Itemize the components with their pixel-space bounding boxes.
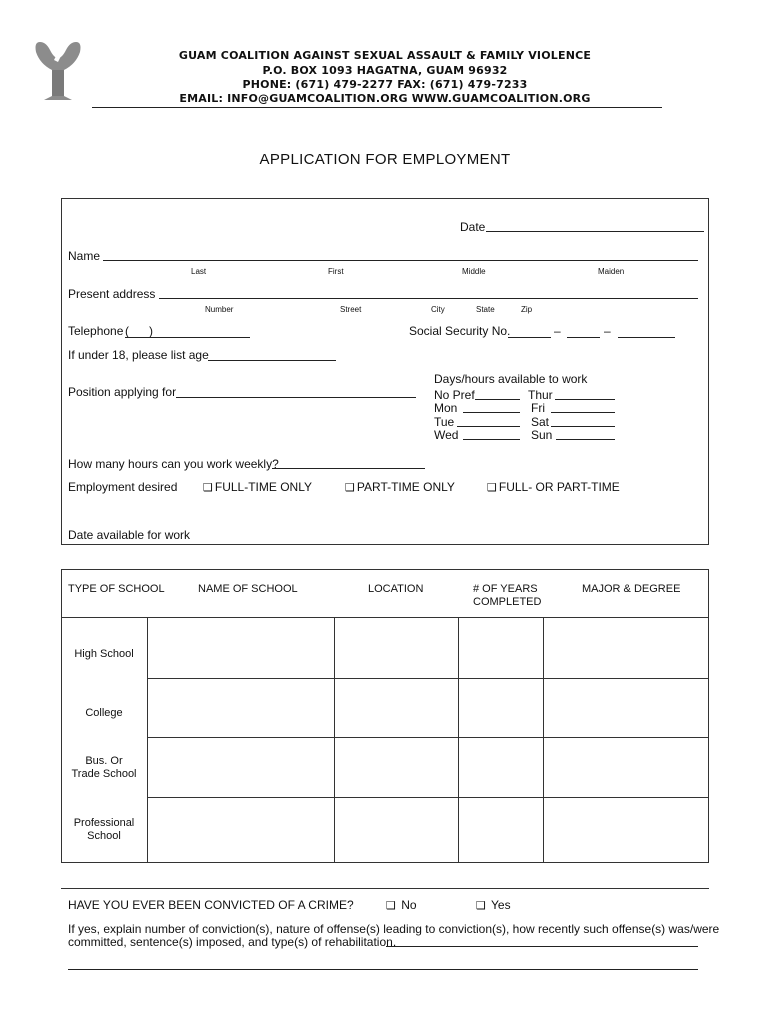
day-label-sat: Sat (531, 415, 550, 429)
address-sub-state: State (476, 305, 495, 314)
ssn-field-2[interactable] (567, 337, 600, 338)
checkbox-icon[interactable]: ❑ (345, 481, 355, 494)
crime-option-no[interactable] (386, 898, 417, 912)
col-header-major: MAJOR & DEGREE (582, 583, 681, 595)
position-label: Position applying for (68, 385, 177, 399)
row-label-professional-line2: School (87, 830, 121, 842)
name-label: Name (68, 249, 101, 263)
row-label-college: College (85, 707, 123, 719)
education-table (61, 569, 709, 863)
crime-explain-field-2[interactable] (68, 969, 698, 970)
checkbox-icon[interactable]: ❑ (203, 481, 213, 494)
days-available-title: Days/hours available to work (434, 372, 588, 386)
crime-option-yes-label: Yes (491, 898, 511, 912)
option-part-time[interactable] (345, 480, 455, 494)
day-field-tue[interactable] (457, 426, 520, 427)
day-label-mon: Mon (434, 401, 458, 415)
day-field-wed[interactable] (463, 439, 520, 440)
under18-field[interactable] (208, 360, 336, 361)
crime-question: HAVE YOU EVER BEEN CONVICTED OF A CRIME? (68, 898, 354, 912)
ssn-field-1[interactable] (508, 337, 551, 338)
under18-label: If under 18, please list age (68, 348, 209, 362)
name-sub-middle: Middle (462, 267, 486, 276)
name-sub-maiden: Maiden (598, 267, 625, 276)
hours-weekly-label: How many hours can you work weekly? (68, 457, 279, 471)
employment-desired-label: Employment desired (68, 480, 178, 494)
day-field-nopref[interactable] (475, 399, 520, 400)
address-label: Present address (68, 287, 156, 301)
organization-logo (30, 38, 86, 102)
name-sub-last: Last (191, 267, 207, 276)
day-label-sun: Sun (531, 428, 553, 442)
address-field[interactable] (159, 298, 698, 299)
checkbox-icon[interactable]: ❑ (487, 481, 497, 494)
row-label-high-school: High School (74, 648, 134, 660)
date-field[interactable] (486, 231, 704, 232)
day-field-sat[interactable] (551, 426, 615, 427)
hours-weekly-field[interactable] (272, 468, 425, 469)
name-sub-first: First (328, 267, 344, 276)
col-header-type: TYPE OF SCHOOL (68, 583, 165, 595)
row-label-trade-line1: Bus. Or (85, 755, 123, 767)
day-label-nopref: No Pref (434, 388, 475, 402)
table-row-rule (148, 797, 709, 798)
address-sub-street: Street (340, 305, 362, 314)
crime-section-rule (61, 888, 709, 889)
table-header-rule (61, 617, 709, 618)
checkbox-icon[interactable]: ❑ (386, 899, 396, 912)
table-row-rule (148, 737, 709, 738)
option-full-or-part-time-label: FULL- OR PART-TIME (498, 480, 620, 494)
crime-explain-field[interactable] (386, 946, 698, 947)
position-field[interactable] (176, 397, 416, 398)
crime-option-yes[interactable] (476, 898, 511, 912)
ssn-label: Social Security No. (409, 324, 511, 338)
table-col-divider (543, 617, 544, 863)
address-sub-zip: Zip (521, 305, 533, 314)
crime-explain-line1: If yes, explain number of conviction(s), nature of offense(s) leading to conviction(s), how recently such offense(s) was/were (68, 922, 720, 936)
day-label-fri: Fri (531, 401, 545, 415)
row-label-professional-school (61, 817, 147, 843)
ssn-dash-1: – (554, 324, 561, 338)
option-part-time-label: PART-TIME ONLY (356, 480, 455, 494)
col-header-years-line1: # OF YEARS (473, 583, 538, 595)
ssn-field-3[interactable] (618, 337, 675, 338)
name-field[interactable] (103, 260, 698, 261)
date-available-label: Date available for work (68, 528, 191, 542)
ssn-dash-2: – (604, 324, 611, 338)
option-full-time-label: FULL-TIME ONLY (214, 480, 312, 494)
checkbox-icon[interactable]: ❑ (476, 899, 486, 912)
option-full-time[interactable] (203, 480, 312, 494)
day-label-thur: Thur (528, 388, 553, 402)
day-field-mon[interactable] (463, 412, 520, 413)
telephone-label: Telephone (68, 324, 124, 338)
row-label-trade-school (61, 755, 147, 781)
table-row-rule (148, 678, 709, 679)
day-field-thur[interactable] (555, 399, 615, 400)
table-col-divider (147, 617, 148, 863)
day-label-tue: Tue (434, 415, 455, 429)
org-contact: EMAIL: INFO@GUAMCOALITION.ORG WWW.GUAMCOALITION.ORG (179, 92, 591, 105)
date-label: Date (460, 220, 486, 234)
telephone-field[interactable] (125, 337, 250, 338)
col-header-name: NAME OF SCHOOL (198, 583, 298, 595)
address-sub-city: City (431, 305, 445, 314)
page-title: APPLICATION FOR EMPLOYMENT (259, 151, 511, 168)
col-header-years-line2: COMPLETED (473, 596, 542, 608)
day-field-fri[interactable] (551, 412, 615, 413)
day-field-sun[interactable] (556, 439, 615, 440)
header-rule (92, 107, 662, 108)
org-phone: PHONE: (671) 479-2277 FAX: (671) 479-7233 (242, 78, 528, 91)
telephone-area-code[interactable]: ( ) (125, 324, 153, 338)
table-col-divider (334, 617, 335, 863)
crime-explain-line2: committed, sentence(s) imposed, and type(s) of rehabilitation. (68, 935, 397, 949)
col-header-location: LOCATION (368, 583, 424, 595)
option-full-or-part-time[interactable] (487, 480, 620, 494)
org-address: P.O. BOX 1093 HAGATNA, GUAM 96932 (262, 64, 508, 77)
address-sub-number: Number (205, 305, 234, 314)
row-label-professional-line1: Professional (73, 817, 135, 829)
table-col-divider (458, 617, 459, 863)
col-header-years (473, 583, 541, 609)
day-label-wed: Wed (434, 428, 459, 442)
row-label-trade-line2: Trade School (71, 768, 137, 780)
org-name: GUAM COALITION AGAINST SEXUAL ASSAULT & FAMILY VIOLENCE (178, 49, 592, 62)
crime-option-no-label: No (401, 898, 417, 912)
